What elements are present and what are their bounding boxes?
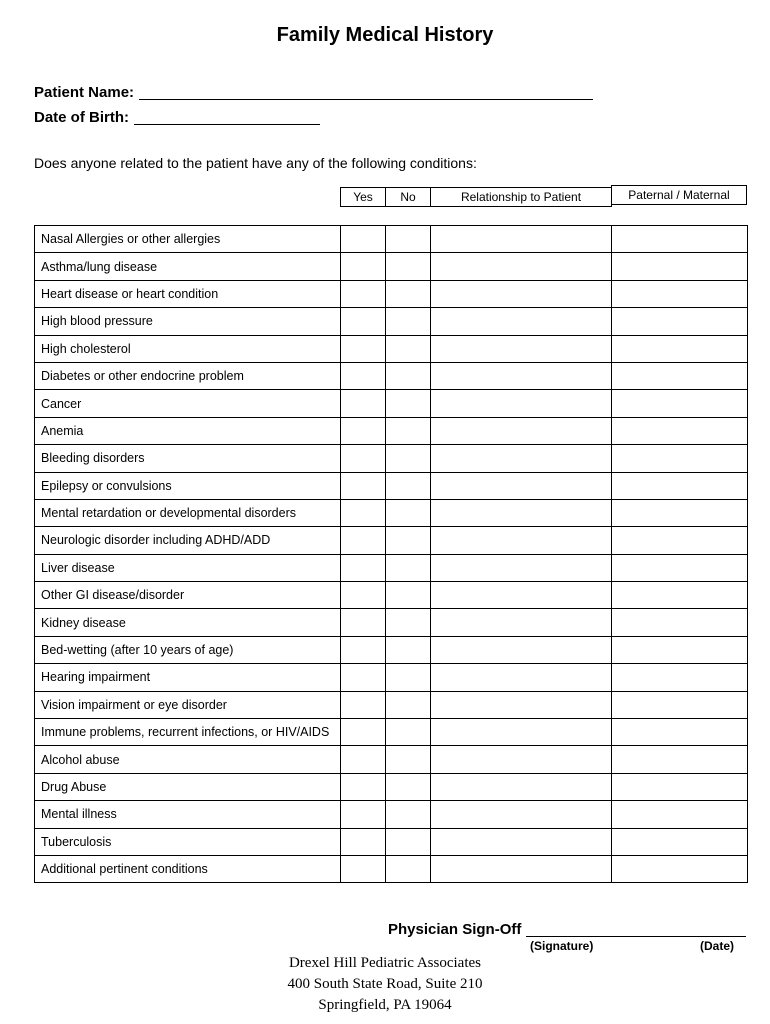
relationship-cell[interactable] xyxy=(431,582,612,609)
no-cell[interactable] xyxy=(386,773,431,800)
no-cell[interactable] xyxy=(386,280,431,307)
yes-cell[interactable] xyxy=(341,855,386,882)
header-paternal-maternal: Paternal / Maternal xyxy=(611,185,747,205)
condition-label: Cancer xyxy=(35,390,341,417)
paternal-maternal-cell[interactable] xyxy=(612,773,748,800)
relationship-cell[interactable] xyxy=(431,801,612,828)
yes-cell[interactable] xyxy=(341,554,386,581)
relationship-cell[interactable] xyxy=(431,554,612,581)
no-cell[interactable] xyxy=(386,691,431,718)
physician-signoff-label: Physician Sign-Off xyxy=(388,921,522,938)
table-row xyxy=(35,582,748,609)
no-cell[interactable] xyxy=(386,445,431,472)
yes-cell[interactable] xyxy=(341,445,386,472)
table-row xyxy=(35,417,748,444)
condition-label: Mental illness xyxy=(35,801,341,828)
condition-label: Neurologic disorder including ADHD/ADD xyxy=(35,527,341,554)
table-row xyxy=(35,636,748,663)
condition-label: Vision impairment or eye disorder xyxy=(35,691,341,718)
paternal-maternal-cell[interactable] xyxy=(612,253,748,280)
date-caption: (Date) xyxy=(700,939,735,953)
conditions-question: Does anyone related to the patient have any of the following conditions: xyxy=(34,155,477,171)
paternal-maternal-cell[interactable] xyxy=(612,417,748,444)
paternal-maternal-cell[interactable] xyxy=(612,308,748,335)
no-cell[interactable] xyxy=(386,499,431,526)
no-cell[interactable] xyxy=(386,719,431,746)
relationship-cell[interactable] xyxy=(431,773,612,800)
table-row xyxy=(35,226,748,253)
relationship-cell[interactable] xyxy=(431,719,612,746)
yes-cell[interactable] xyxy=(341,499,386,526)
paternal-maternal-cell[interactable] xyxy=(612,280,748,307)
relationship-cell[interactable] xyxy=(431,417,612,444)
no-cell[interactable] xyxy=(386,664,431,691)
condition-label: Nasal Allergies or other allergies xyxy=(35,226,341,253)
condition-label: Mental retardation or developmental disorders xyxy=(35,499,341,526)
relationship-cell[interactable] xyxy=(431,226,612,253)
table-row xyxy=(35,828,748,855)
yes-cell[interactable] xyxy=(341,472,386,499)
no-cell[interactable] xyxy=(386,253,431,280)
condition-label: Kidney disease xyxy=(35,609,341,636)
condition-label: Asthma/lung disease xyxy=(35,253,341,280)
relationship-cell[interactable] xyxy=(431,828,612,855)
yes-cell[interactable] xyxy=(341,746,386,773)
yes-cell[interactable] xyxy=(341,226,386,253)
condition-label: Bleeding disorders xyxy=(35,445,341,472)
table-row xyxy=(35,691,748,718)
address-line-1: Drexel Hill Pediatric Associates xyxy=(288,955,482,971)
yes-cell[interactable] xyxy=(341,773,386,800)
yes-cell[interactable] xyxy=(341,828,386,855)
yes-cell[interactable] xyxy=(341,280,386,307)
paternal-maternal-cell[interactable] xyxy=(612,226,748,253)
paternal-maternal-cell[interactable] xyxy=(612,855,748,882)
no-cell[interactable] xyxy=(386,390,431,417)
page-title: Family Medical History xyxy=(276,24,494,46)
condition-label: Liver disease xyxy=(35,554,341,581)
relationship-cell[interactable] xyxy=(431,691,612,718)
patient-name-field[interactable] xyxy=(139,99,593,100)
address-line-3: Springfield, PA 19064 xyxy=(318,997,452,1013)
relationship-cell[interactable] xyxy=(431,253,612,280)
relationship-cell[interactable] xyxy=(431,335,612,362)
yes-cell[interactable] xyxy=(341,417,386,444)
table-row xyxy=(35,664,748,691)
condition-label: Drug Abuse xyxy=(35,773,341,800)
table-row xyxy=(35,719,748,746)
condition-label: Heart disease or heart condition xyxy=(35,280,341,307)
table-row xyxy=(35,472,748,499)
paternal-maternal-cell[interactable] xyxy=(612,609,748,636)
paternal-maternal-cell[interactable] xyxy=(612,719,748,746)
table-row xyxy=(35,746,748,773)
patient-name-label: Patient Name: xyxy=(34,84,135,101)
table-row xyxy=(35,554,748,581)
no-cell[interactable] xyxy=(386,855,431,882)
table-row xyxy=(35,390,748,417)
paternal-maternal-cell[interactable] xyxy=(612,746,748,773)
conditions-table-body xyxy=(35,226,748,883)
no-cell[interactable] xyxy=(386,417,431,444)
no-cell[interactable] xyxy=(386,554,431,581)
table-row xyxy=(35,773,748,800)
relationship-cell[interactable] xyxy=(431,308,612,335)
no-cell[interactable] xyxy=(386,636,431,663)
relationship-cell[interactable] xyxy=(431,472,612,499)
no-cell[interactable] xyxy=(386,362,431,389)
condition-label: Alcohol abuse xyxy=(35,746,341,773)
paternal-maternal-cell[interactable] xyxy=(612,582,748,609)
no-cell[interactable] xyxy=(386,746,431,773)
condition-label: Anemia xyxy=(35,417,341,444)
relationship-cell[interactable] xyxy=(431,664,612,691)
no-cell[interactable] xyxy=(386,582,431,609)
condition-label: Epilepsy or convulsions xyxy=(35,472,341,499)
table-row xyxy=(35,445,748,472)
relationship-cell[interactable] xyxy=(431,362,612,389)
relationship-cell[interactable] xyxy=(431,445,612,472)
no-cell[interactable] xyxy=(386,609,431,636)
condition-label: High blood pressure xyxy=(35,308,341,335)
paternal-maternal-cell[interactable] xyxy=(612,445,748,472)
yes-cell[interactable] xyxy=(341,801,386,828)
paternal-maternal-cell[interactable] xyxy=(612,472,748,499)
no-cell[interactable] xyxy=(386,472,431,499)
relationship-cell[interactable] xyxy=(431,609,612,636)
no-cell[interactable] xyxy=(386,801,431,828)
condition-label: Additional pertinent conditions xyxy=(35,855,341,882)
paternal-maternal-cell[interactable] xyxy=(612,362,748,389)
table-row xyxy=(35,280,748,307)
paternal-maternal-cell[interactable] xyxy=(612,554,748,581)
physician-signature-field[interactable] xyxy=(526,936,746,937)
relationship-cell[interactable] xyxy=(431,527,612,554)
yes-cell[interactable] xyxy=(341,636,386,663)
paternal-maternal-cell[interactable] xyxy=(612,801,748,828)
yes-cell[interactable] xyxy=(341,582,386,609)
paternal-maternal-cell[interactable] xyxy=(612,499,748,526)
no-cell[interactable] xyxy=(386,335,431,362)
dob-field[interactable] xyxy=(134,124,320,125)
table-row xyxy=(35,855,748,882)
condition-label: Immune problems, recurrent infections, or HIV/AIDS xyxy=(35,719,341,746)
table-row xyxy=(35,362,748,389)
yes-cell[interactable] xyxy=(341,390,386,417)
paternal-maternal-cell[interactable] xyxy=(612,390,748,417)
table-row xyxy=(35,335,748,362)
condition-label: Bed-wetting (after 10 years of age) xyxy=(35,636,341,663)
yes-cell[interactable] xyxy=(341,691,386,718)
condition-label: Tuberculosis xyxy=(35,828,341,855)
no-cell[interactable] xyxy=(386,527,431,554)
yes-cell[interactable] xyxy=(341,609,386,636)
relationship-cell[interactable] xyxy=(431,855,612,882)
relationship-cell[interactable] xyxy=(431,636,612,663)
dob-label: Date of Birth: xyxy=(34,109,129,126)
yes-cell[interactable] xyxy=(341,308,386,335)
condition-label: High cholesterol xyxy=(35,335,341,362)
paternal-maternal-cell[interactable] xyxy=(612,664,748,691)
paternal-maternal-cell[interactable] xyxy=(612,636,748,663)
conditions-table xyxy=(34,225,748,883)
address-line-2: 400 South State Road, Suite 210 xyxy=(287,976,483,992)
yes-cell[interactable] xyxy=(341,335,386,362)
table-row xyxy=(35,609,748,636)
table-row xyxy=(35,499,748,526)
relationship-cell[interactable] xyxy=(431,746,612,773)
table-row xyxy=(35,253,748,280)
header-no: No xyxy=(385,187,431,207)
table-row xyxy=(35,801,748,828)
relationship-cell[interactable] xyxy=(431,280,612,307)
header-yes: Yes xyxy=(340,187,386,207)
relationship-cell[interactable] xyxy=(431,390,612,417)
header-relationship: Relationship to Patient xyxy=(430,187,612,207)
no-cell[interactable] xyxy=(386,226,431,253)
yes-cell[interactable] xyxy=(341,719,386,746)
paternal-maternal-cell[interactable] xyxy=(612,335,748,362)
no-cell[interactable] xyxy=(386,308,431,335)
paternal-maternal-cell[interactable] xyxy=(612,691,748,718)
paternal-maternal-cell[interactable] xyxy=(612,828,748,855)
relationship-cell[interactable] xyxy=(431,499,612,526)
yes-cell[interactable] xyxy=(341,362,386,389)
paternal-maternal-cell[interactable] xyxy=(612,527,748,554)
yes-cell[interactable] xyxy=(341,527,386,554)
condition-label: Hearing impairment xyxy=(35,664,341,691)
signature-caption: (Signature) xyxy=(530,939,594,953)
yes-cell[interactable] xyxy=(341,253,386,280)
no-cell[interactable] xyxy=(386,828,431,855)
condition-label: Diabetes or other endocrine problem xyxy=(35,362,341,389)
condition-label: Other GI disease/disorder xyxy=(35,582,341,609)
table-row xyxy=(35,527,748,554)
table-row xyxy=(35,308,748,335)
yes-cell[interactable] xyxy=(341,664,386,691)
